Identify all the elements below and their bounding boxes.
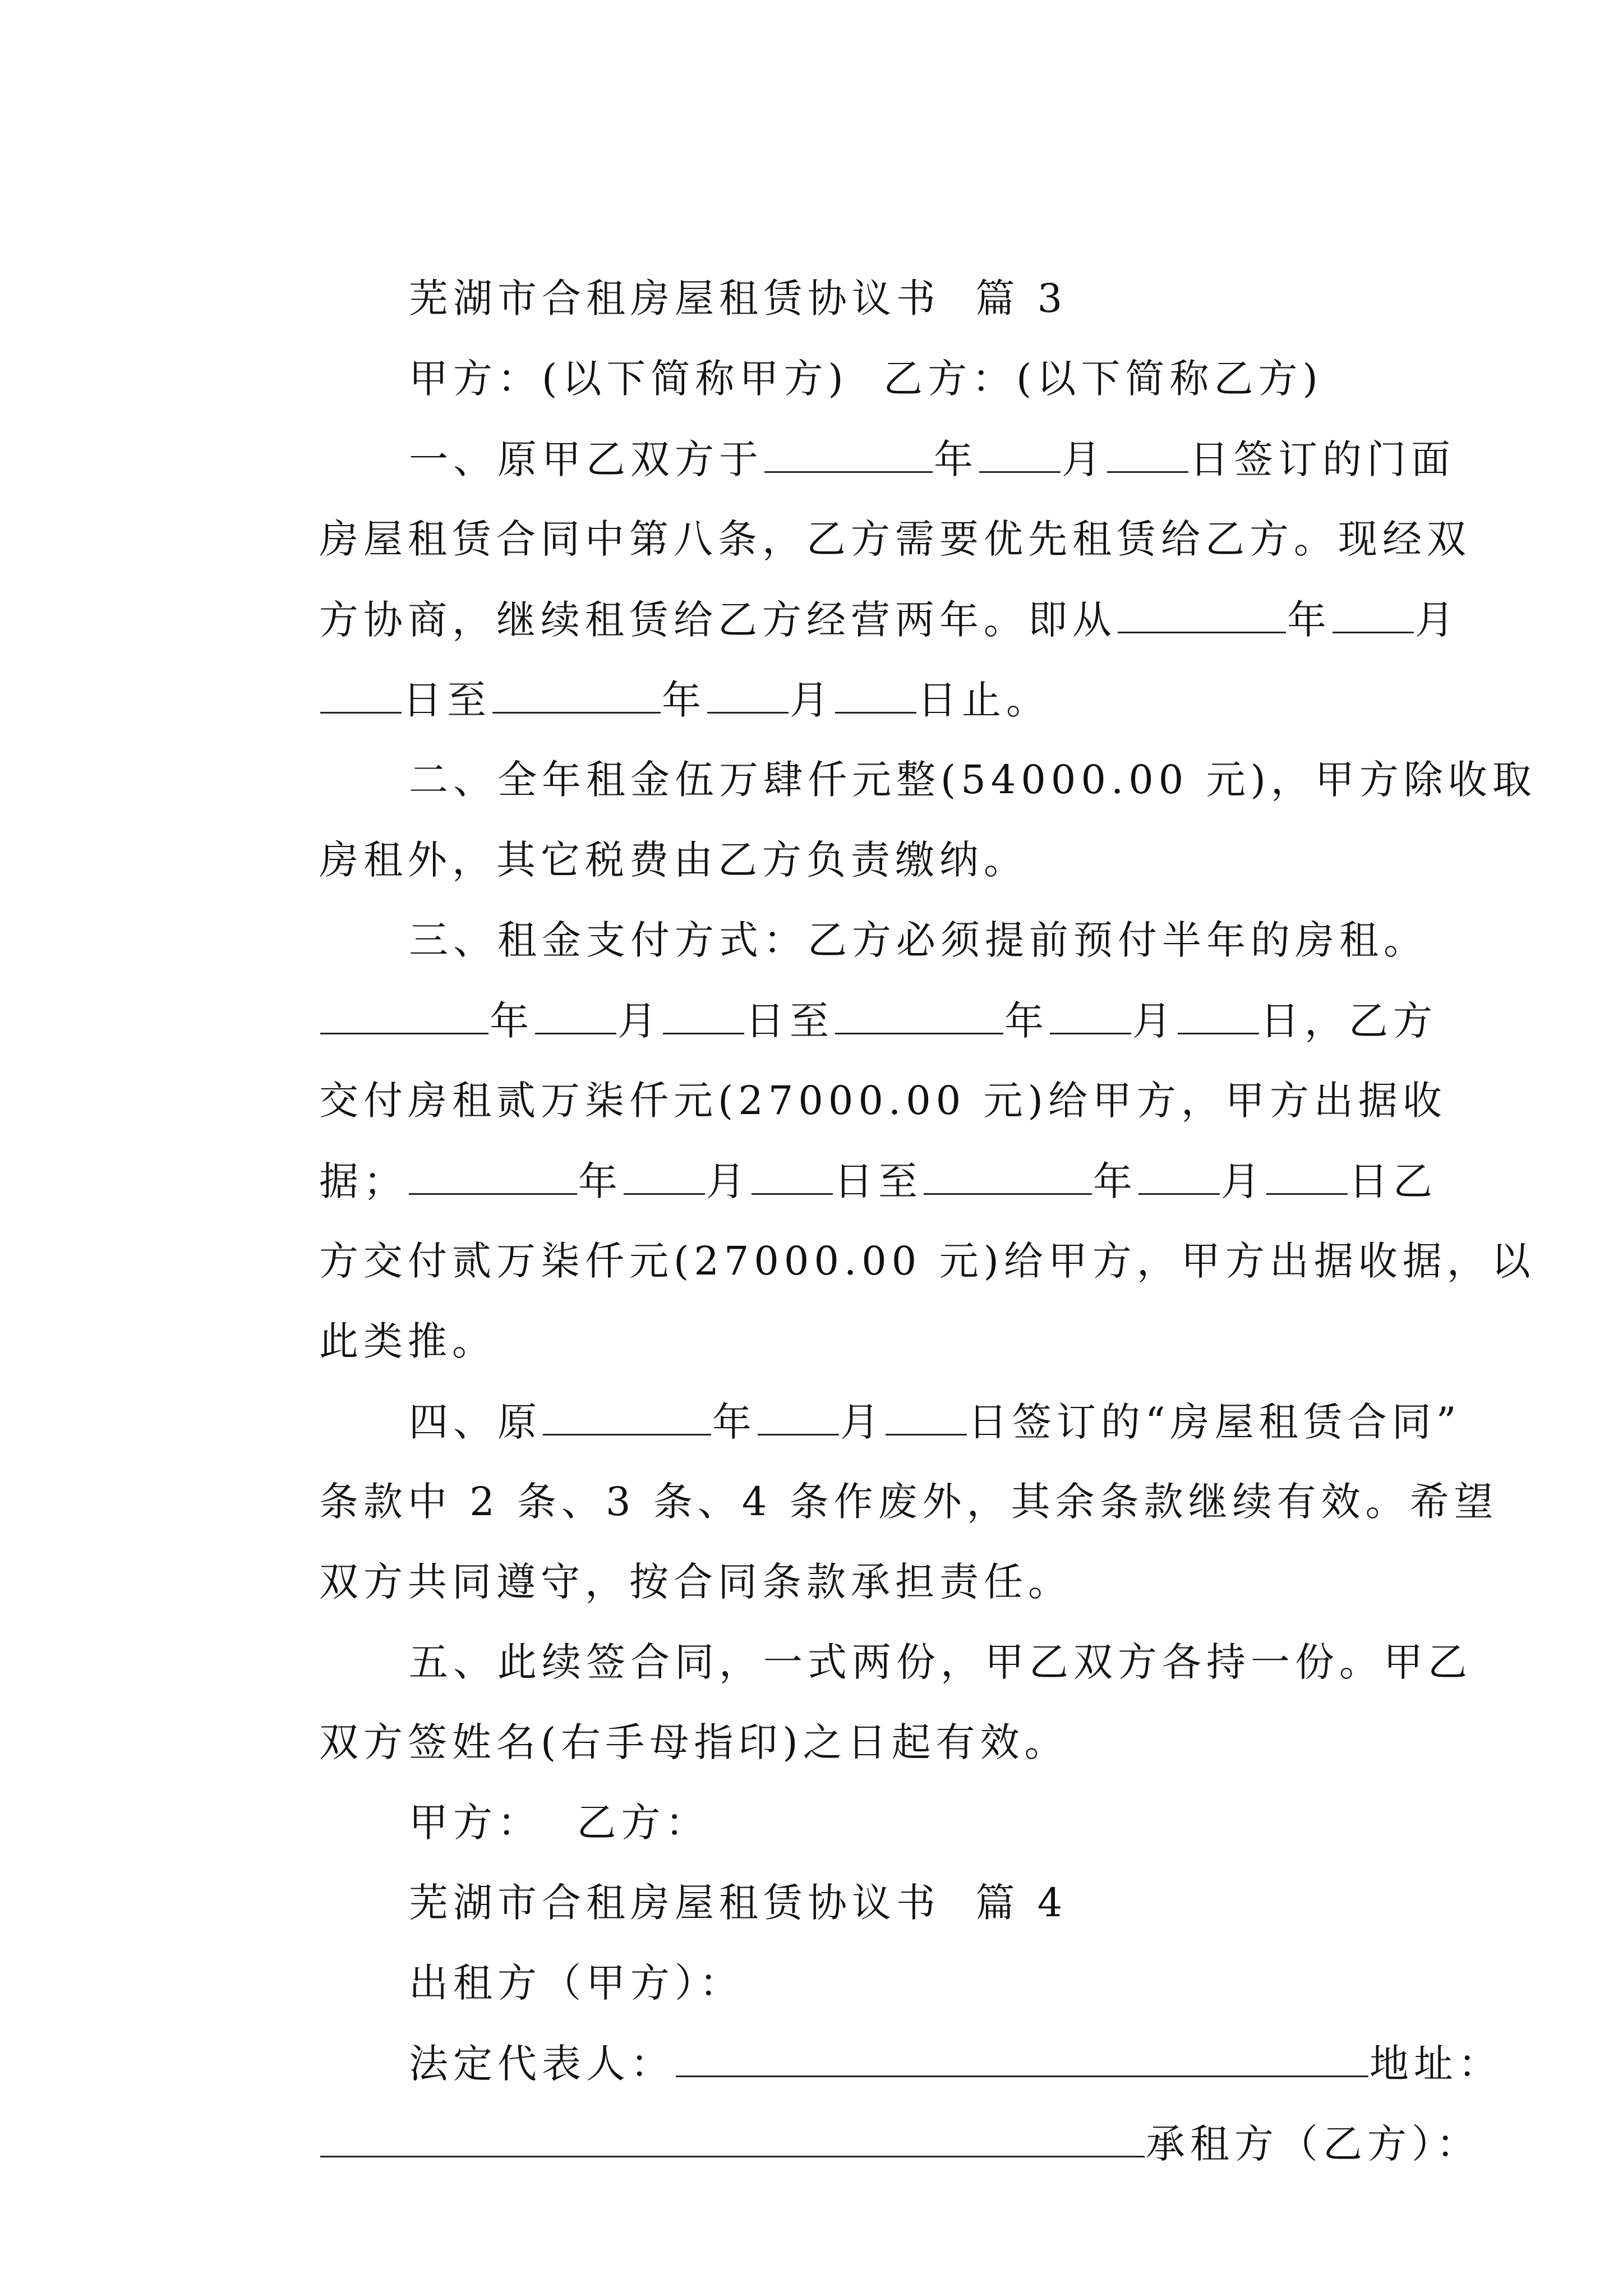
signature-text: 甲方： 乙方： [409,1800,710,1846]
clause-text: 二、全年租金伍万肆仟元整(54000.00 元)，甲方除收取 [409,757,1537,803]
clause-text: 四、原 [409,1399,542,1445]
year-label: 年 [490,998,534,1044]
year-label: 年 [1287,597,1332,643]
year-label: 年 [1004,998,1049,1044]
clause-text: 交付房租贰万柒仟元(27000.00 元)给甲方，甲方出据收 [319,1078,1447,1124]
month-label: 月 [617,998,662,1044]
clause-text: 日至 [834,1158,923,1204]
clause-text: 日止。 [917,677,1051,723]
heading-text: 芜湖市合租房屋租赁协议书 篇 3 [409,275,1068,321]
clause-text: 三、租金支付方式：乙方必须提前预付半年的房租。 [409,917,1428,963]
clause-text: 据； [319,1158,408,1204]
clause-text: 一、原甲乙双方于 [409,436,764,482]
clause-text: 方协商，继续租赁给乙方经营两年。即从 [319,597,1117,643]
clause-text: 双方签姓名(右手母指印)之日起有效。 [319,1719,1069,1765]
year-label: 年 [578,1158,623,1204]
year-label: 年 [662,677,707,723]
lessor-label: 出租方（甲方）： [409,1960,744,2006]
clause-text: 房租外，其它税费由乙方负责缴纳。 [319,837,1029,883]
year-label: 年 [712,1399,757,1445]
month-label: 月 [1221,1158,1266,1204]
clause-text: 条款中 2 条、3 条、4 条作废外，其余条款继续有效。希望 [319,1479,1498,1525]
year-label: 年 [1093,1158,1138,1204]
clause-text: 日至 [403,677,492,723]
clause-text: 日乙 [1349,1158,1438,1204]
clause-text: 方交付贰万柒仟元(27000.00 元)给甲方，甲方出据收据，以 [319,1238,1536,1284]
lessee-label: 承租方（乙方）： [1146,2121,1481,2167]
address-label: 地址： [1370,2041,1503,2087]
parties-text: 甲方：(以下简称甲方) 乙方：(以下简称乙方) [409,356,1323,402]
year-label: 年 [934,436,979,482]
month-label: 月 [706,1158,751,1204]
clause-text: 五、此续签合同，一式两份，甲乙双方各持一份。甲乙 [409,1639,1473,1685]
month-label: 月 [790,677,834,723]
heading-text: 芜湖市合租房屋租赁协议书 篇 4 [409,1880,1068,1926]
clause-text: 日至 [745,998,834,1044]
clause-text: 日，乙方 [1260,998,1438,1044]
clause-text: 双方共同遵守，按合同条款承担责任。 [319,1559,1073,1605]
blank-field [320,2115,1145,2157]
lessee-line [0,2059,1623,2228]
month-label: 月 [1062,436,1106,482]
clause-text: 日签订的“房屋租赁合同” [968,1399,1461,1445]
month-label: 月 [840,1399,885,1445]
month-label: 月 [1415,597,1460,643]
clause-text: 日签订的门面 [1189,436,1456,482]
clause-text: 此类推。 [319,1318,497,1364]
clause-text: 房屋租赁合同中第八条，乙方需要优先租赁给乙方。现经双 [319,516,1472,562]
legal-rep-label: 法定代表人： [409,2041,675,2087]
month-label: 月 [1132,998,1177,1044]
